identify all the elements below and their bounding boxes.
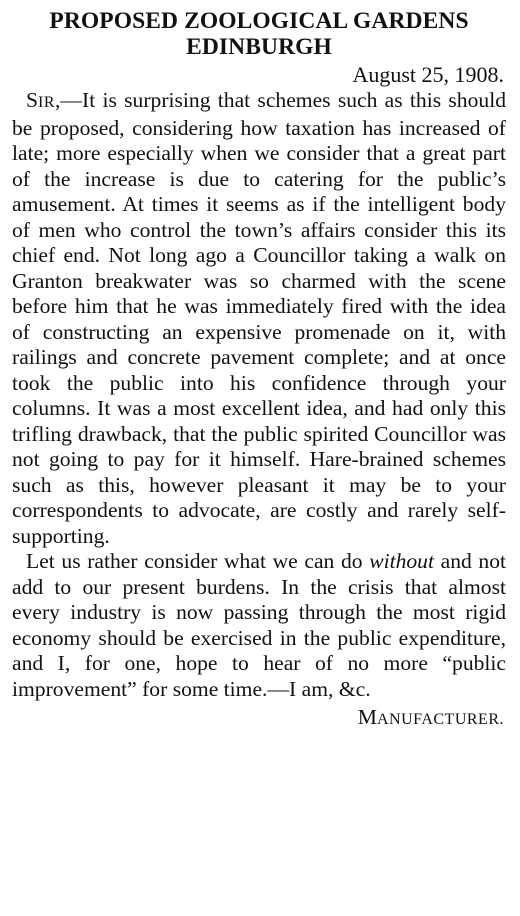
signature xyxy=(12,705,504,733)
salutation-rest: IR xyxy=(38,94,56,111)
signature-initial: M xyxy=(357,705,377,729)
headline xyxy=(12,8,506,60)
paragraph-2 xyxy=(12,549,506,702)
paragraph-2-after: and not add to our present burdens. In the crisis that almost every industry is now passing through the most rigid economy should be exercised in the public expenditure, and I, for one, hope to hear of no more “public improvement” for some time.—I am, &c. xyxy=(12,549,507,701)
paragraph-1-text: —It is surprising that schemes such as this should be proposed, considering how taxation has increased of late; more especially when we consider that a great part of the increase is due to catering for the public’s amusement. At times it seems as if the intelligent body of men who control the town’s affairs consider this its chief end. Not long ago a Councillor taking a walk on Granton breakwater was so charmed with the scene before him that he was immediately fired with the idea of constructing an expensive promenade on it, with railings and concrete pavement complete; and at once took the public into his confidence through your columns. It was a most excellent idea, and had only this trifling drawback, that the public spirited Councillor was not going to pay for it himself. Hare-brained schemes such as this, however pleasant it may be to your correspondents to advocate, are costly and rarely self-supporting. xyxy=(12,88,506,548)
salutation-initial: S xyxy=(26,88,39,112)
headline-line-2: EDINBURGH xyxy=(186,34,332,60)
letter-date: August 25, 1908. xyxy=(352,62,504,87)
headline-line-1: PROPOSED ZOOLOGICAL GARDENS xyxy=(49,8,469,34)
paragraph-2-before: Let us rather consider what we can do xyxy=(26,549,370,573)
signature-rest: ANUFACTURER. xyxy=(376,711,504,728)
paragraph-2-emphasis: without xyxy=(369,549,434,573)
paragraph-1: SIR,—It is surprising that schemes such as this should be proposed, considering how taxation has increased of late; more especially when we consider that a great part of the increase is due to catering for the public’s amusement. At times it seems as if the intelligent body of men who control the town’s affairs consider this its chief end. Not long ago a Councillor taking a walk on Granton breakwater was so charmed with the scene before him that he was immediately fired with the idea of constructing an expensive promenade on it, with railings and concrete pavement complete; and at once took the public into his confidence through your columns. It was a most excellent idea, and had only this trifling drawback, that the public spirited Councillor was not going to pay for it himself. Hare-brained schemes such as this, however pleasant it may be to your correspondents to advocate, are costly and rarely self-supporting. xyxy=(12,88,506,548)
